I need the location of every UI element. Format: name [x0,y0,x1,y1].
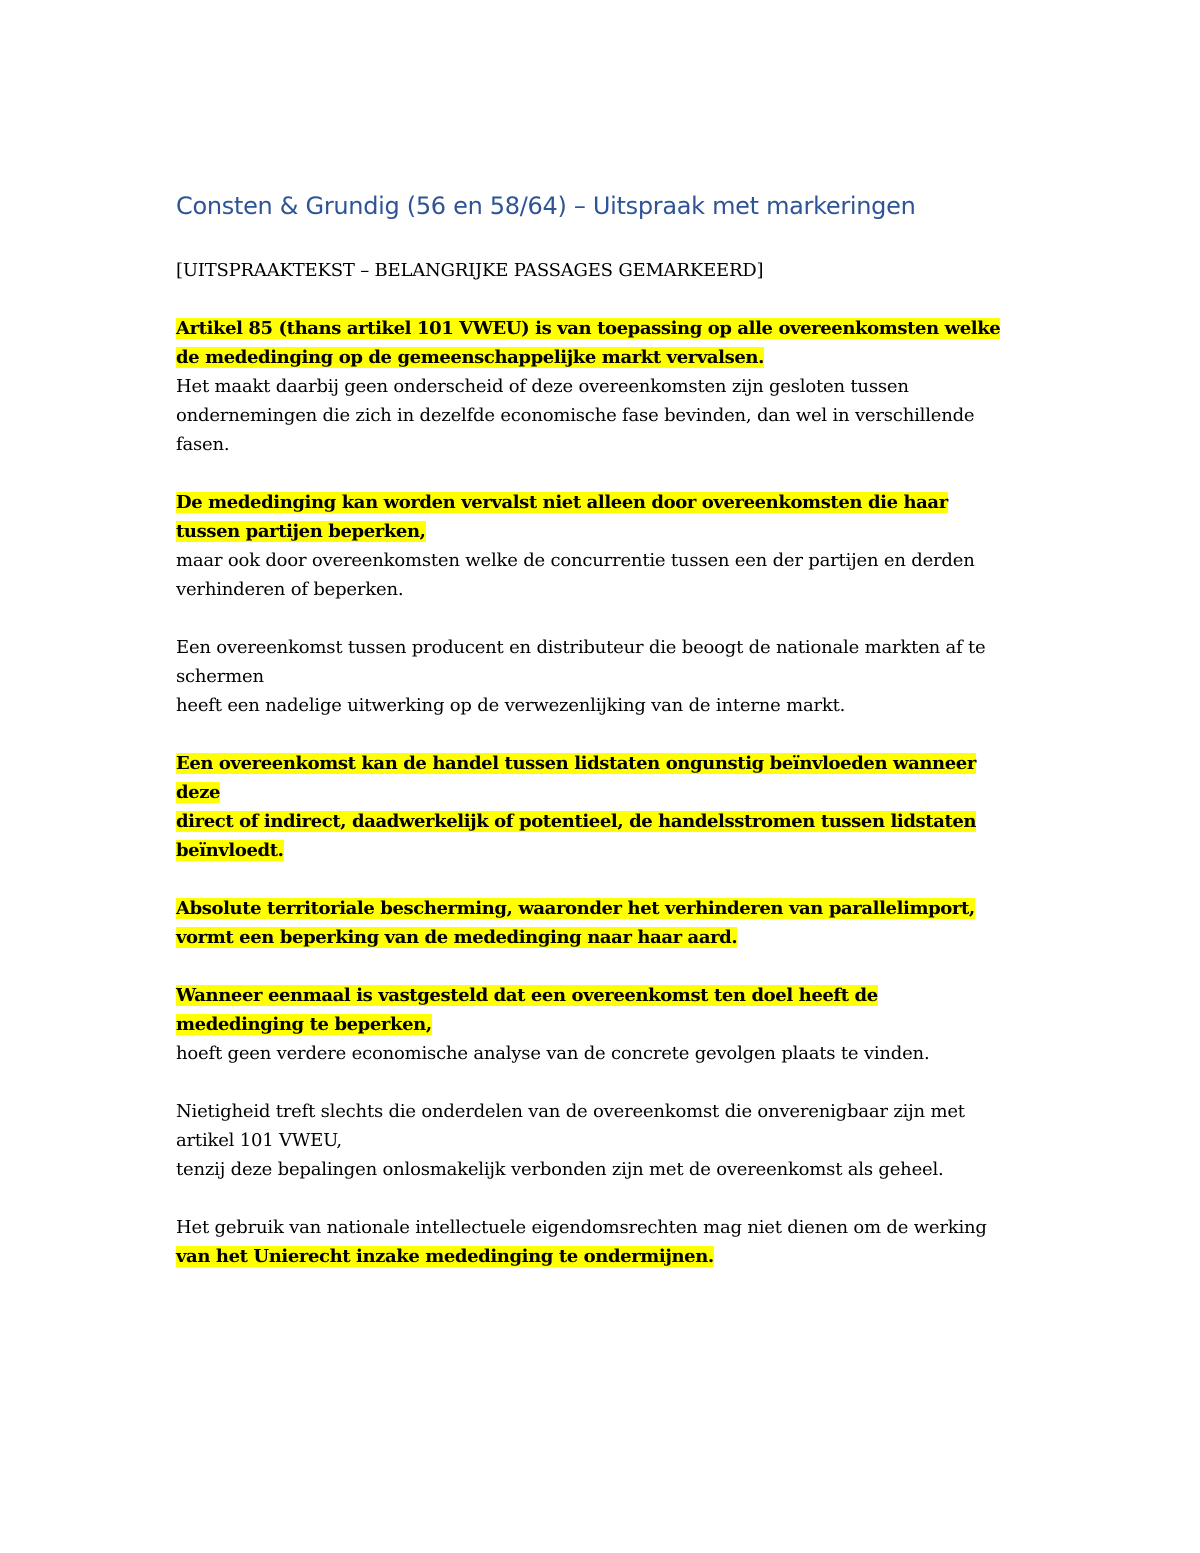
highlighted-line: de mededinging op de gemeenschappelijke markt vervalsen. [176,347,764,368]
highlighted-line: vormt een beperking van de mededinging naar haar aard. [176,927,738,948]
paragraph-5 [176,894,975,952]
text-line: fasen. [176,434,230,455]
highlighted-line: tussen partijen beperken, [176,521,426,542]
highlighted-line: mededinging te beperken, [176,1014,432,1035]
highlighted-line: Artikel 85 (thans artikel 101 VWEU) is van toepassing op alle overeenkomsten welke [176,318,1001,339]
highlighted-line: deze [176,782,221,803]
paragraph-4 [176,749,976,865]
text-line: verhinderen of beperken. [176,579,404,600]
paragraph-6 [176,981,929,1068]
document-title: Consten & Grundig (56 en 58/64) – Uitspraak met markeringen [176,192,916,220]
text-line: Het maakt daarbij geen onderscheid of deze overeenkomsten zijn gesloten tussen [176,376,909,397]
subtitle-text: [UITSPRAAKTEKST – BELANGRIJKE PASSAGES GEMARKEERD] [176,260,764,281]
text-line: artikel 101 VWEU, [176,1130,342,1151]
text-line: Nietigheid treft slechts die onderdelen van de overeenkomst die onverenigbaar zijn met [176,1101,965,1122]
highlighted-line: direct of indirect, daadwerkelijk of potentieel, de handelsstromen tussen lidstaten [176,811,977,832]
paragraph-7 [176,1097,965,1184]
highlighted-line: beïnvloedt. [176,840,284,861]
text-line: Een overeenkomst tussen producent en distributeur die beoogt de nationale markten af te [176,637,986,658]
paragraph-3 [176,633,986,720]
text-line: tenzij deze bepalingen onlosmakelijk verbonden zijn met de overeenkomst als geheel. [176,1159,944,1180]
text-line: ondernemingen die zich in dezelfde economische fase bevinden, dan wel in verschillende [176,405,975,426]
text-line: heeft een nadelige uitwerking op de verwezenlijking van de interne markt. [176,695,846,716]
highlighted-line: De mededinging kan worden vervalst niet alleen door overeenkomsten die haar [176,492,948,513]
paragraph-2 [176,488,975,604]
highlighted-line: Een overeenkomst kan de handel tussen lidstaten ongunstig beïnvloeden wanneer [176,753,976,774]
text-line: maar ook door overeenkomsten welke de concurrentie tussen een der partijen en derden [176,550,975,571]
highlighted-line: van het Unierecht inzake mededinging te ondermijnen. [176,1246,714,1267]
highlighted-line: Absolute territoriale bescherming, waaronder het verhinderen van parallelimport, [176,898,975,919]
paragraph-8 [176,1213,987,1271]
highlighted-line: Wanneer eenmaal is vastgesteld dat een overeenkomst ten doel heeft de [176,985,878,1006]
paragraph-1 [176,314,1000,459]
text-line: Het gebruik van nationale intellectuele eigendomsrechten mag niet dienen om de werking [176,1217,987,1238]
text-line: schermen [176,666,264,687]
document-subtitle [176,256,763,285]
text-line: hoeft geen verdere economische analyse van de concrete gevolgen plaats te vinden. [176,1043,930,1064]
